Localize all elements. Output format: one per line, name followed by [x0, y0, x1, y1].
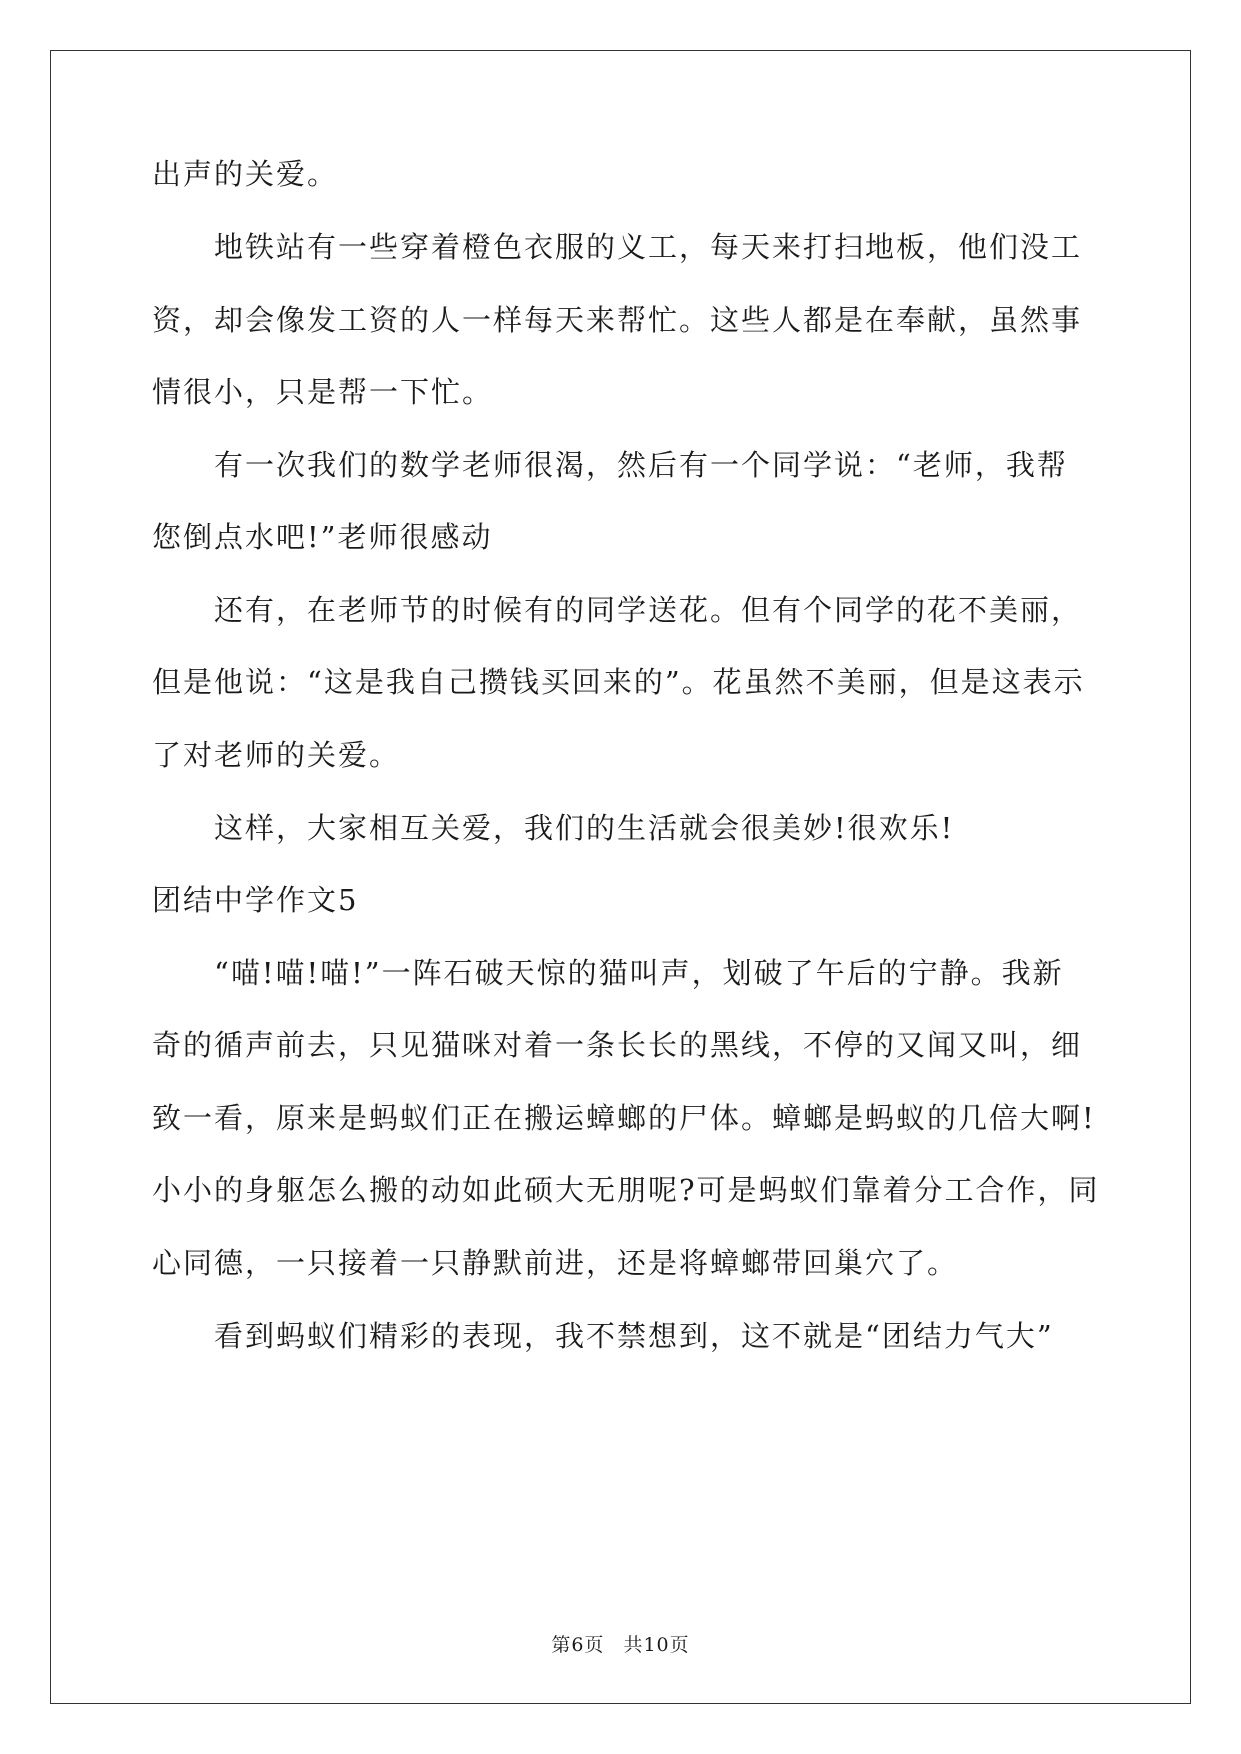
text-line-9: 了对老师的关爱。: [152, 738, 401, 772]
text-line-5: 有一次我们的数学老师很渴，然后有一个同学说：“老师，我帮: [152, 448, 1068, 482]
page-border: [50, 50, 1191, 1704]
text-line-6: 您倒点水吧!”老师很感动: [152, 520, 493, 554]
text-line-13: 奇的循声前去，只见猫咪对着一条长长的黑线，不停的又闻又叫，细: [152, 1028, 1083, 1062]
text-line-7: 还有，在老师节的时候有的同学送花。但有个同学的花不美丽，: [152, 593, 1083, 627]
text-line-2: 地铁站有一些穿着橙色衣服的义工，每天来打扫地板，他们没工: [152, 230, 1083, 264]
section-heading: 团结中学作文5: [152, 883, 359, 917]
text-line-1: 出声的关爱。: [152, 157, 339, 191]
current-page-label: 第6页: [551, 1634, 605, 1656]
text-line-3: 资，却会像发工资的人一样每天来帮忙。这些人都是在奉献，虽然事: [152, 303, 1083, 337]
text-line-10: 这样，大家相互关爱，我们的生活就会很美妙!很欢乐!: [152, 811, 955, 845]
text-line-16: 心同德，一只接着一只静默前进，还是将蟑螂带回巢穴了。: [152, 1246, 959, 1280]
text-line-12: “喵!喵!喵!”一阵石破天惊的猫叫声，划破了午后的宁静。我新: [152, 956, 1064, 990]
page-footer: [0, 1636, 1241, 1655]
text-line-8: 但是他说：“这是我自己攒钱买回来的”。花虽然不美丽，但是这表示: [152, 665, 1085, 699]
text-line-15: 小小的身躯怎么搬的动如此硕大无朋呢?可是蚂蚁们靠着分工合作，同: [152, 1173, 1100, 1207]
text-line-14: 致一看，原来是蚂蚁们正在搬运蟑螂的尸体。蟑螂是蚂蚁的几倍大啊!: [152, 1101, 1096, 1135]
total-pages-label: 共10页: [623, 1634, 690, 1656]
text-line-17: 看到蚂蚁们精彩的表现，我不禁想到，这不就是“团结力气大”: [152, 1319, 1054, 1353]
text-line-4: 情很小，只是帮一下忙。: [152, 375, 494, 409]
